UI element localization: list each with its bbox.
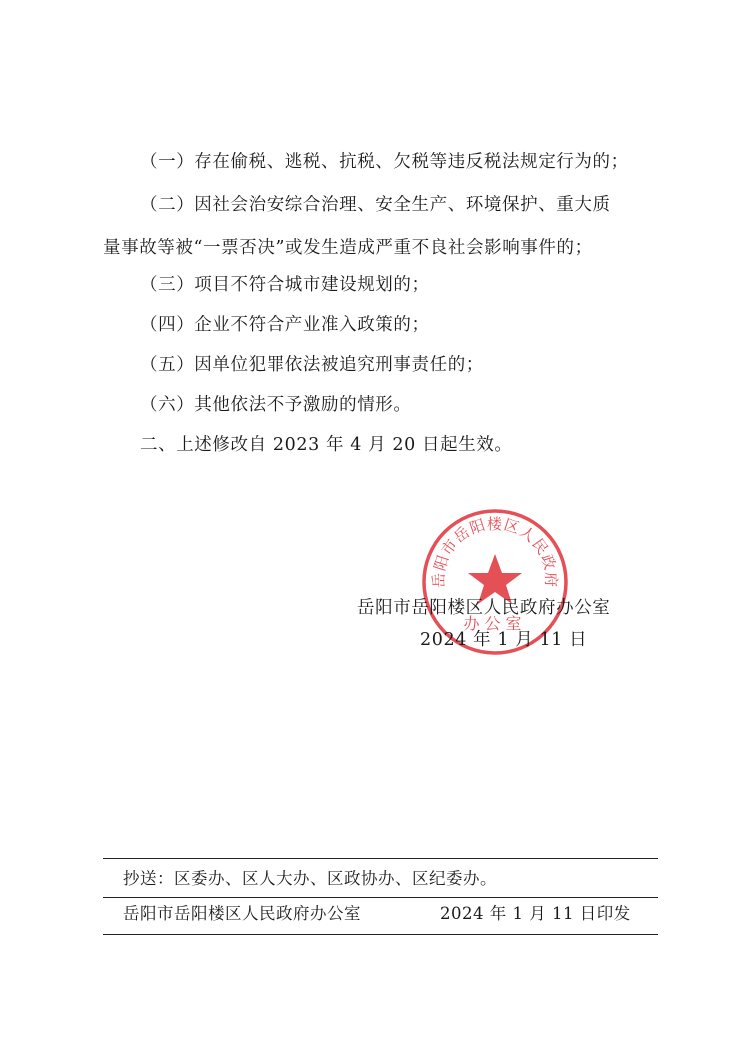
clause-4: （四）企业不符合产业准入政策的； bbox=[140, 315, 430, 335]
printer-name: 岳阳市岳阳楼区人民政府办公室 bbox=[123, 904, 361, 923]
seal-ring-text: 岳阳市岳阳楼区人民政府 bbox=[429, 514, 561, 589]
seal-bottom-text: 办公室 bbox=[463, 614, 527, 633]
effective-date-clause: 二、上述修改自 2023 年 4 月 20 日起生效。 bbox=[140, 435, 513, 455]
print-date: 2024 年 1 月 11 日印发 bbox=[440, 904, 631, 923]
clause-2: （二）因社会治安综合治理、安全生产、环境保护、重大质 bbox=[140, 195, 611, 215]
issuer-name: 岳阳市岳阳楼区人民政府办公室 bbox=[357, 598, 611, 618]
cc-line bbox=[123, 868, 497, 890]
cc-recipients: 区委办、区人大办、区政协办、区纪委办。 bbox=[174, 869, 497, 888]
cc-label: 抄送： bbox=[123, 869, 174, 888]
clause-5: （五）因单位犯罪依法被追究刑事责任的； bbox=[140, 355, 484, 375]
clause-3: （三）项目不符合城市建设规划的； bbox=[140, 275, 430, 295]
footer-middle-rule bbox=[103, 897, 658, 898]
clause-1: （一）存在偷税、逃税、抗税、欠税等违反税法规定行为的； bbox=[140, 152, 629, 172]
clause-2-continued: 量事故等被“一票否决”或发生造成严重不良社会影响事件的； bbox=[103, 238, 593, 258]
issue-date: 2024 年 1 月 11 日 bbox=[420, 630, 588, 650]
clause-6: （六）其他依法不予激励的情形。 bbox=[140, 395, 412, 415]
footer-bottom-rule bbox=[103, 934, 658, 935]
footer-top-rule bbox=[103, 858, 658, 859]
